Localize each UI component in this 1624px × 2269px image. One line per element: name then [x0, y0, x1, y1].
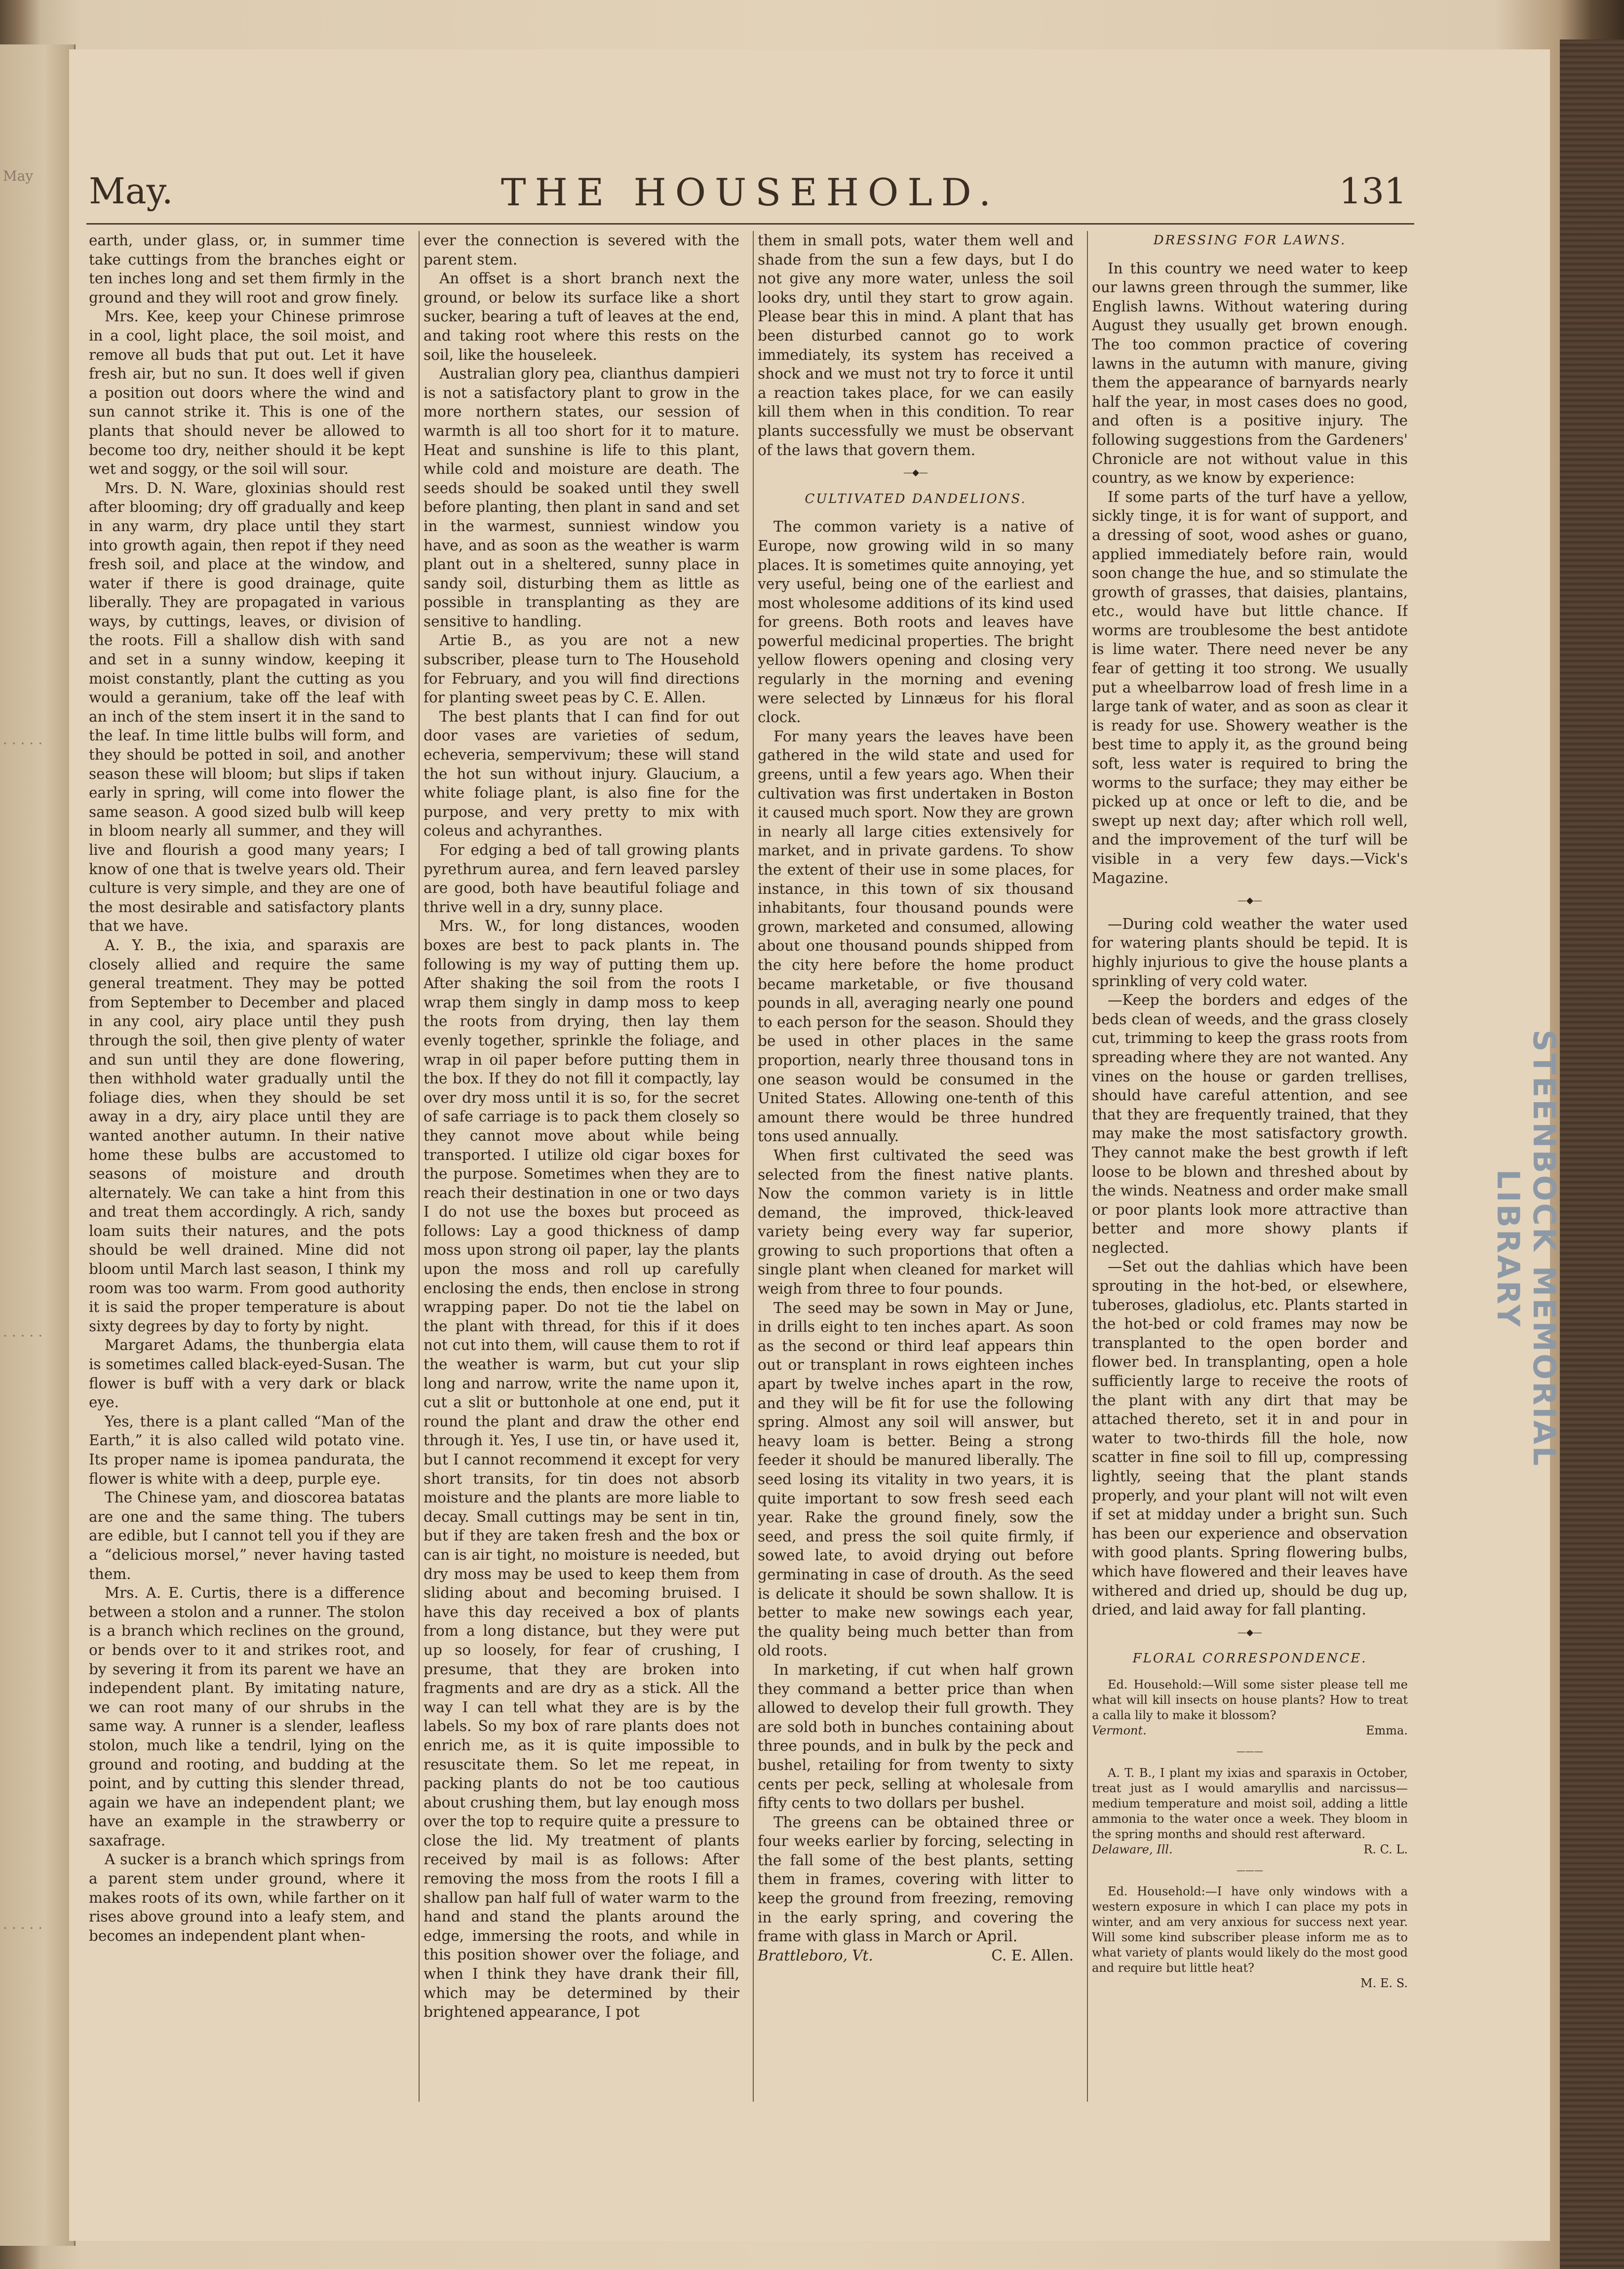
paragraph: Artie B., as you are not a new subscriber, please turn to The Household for February, and you will find directions for planting sweet peas by C. E. Allen. — [424, 632, 739, 706]
header-page-number: 131 — [1339, 170, 1407, 212]
section-ornament: —◆— — [1237, 895, 1262, 906]
paragraph: When first cultivated the seed was selected from the finest native plants. Now the common variety is in little demand, the improved, thick-leaved variety being every way far superior, growing to such proportions that often a single plant when cleaned for market will weigh from three to four pounds. — [758, 1147, 1074, 1298]
paragraph: ever the connection is severed with the parent stem. — [424, 232, 739, 268]
section-title-floral: FLORAL CORRESPONDENCE. — [1132, 1651, 1367, 1666]
letter-place: Delaware, Ill. — [1092, 1842, 1173, 1856]
paragraph: A. Y. B., the ixia, and sparaxis are closely allied and require the same general treatment. They may be potted from September to December and placed in any cool, airy place until they push through the soil, then give plenty of water and sun until they are done flowering, then withhold water gradually until the foliage dies, when they should be set away in a dry, airy place until they are wanted another autumn. In their native home these bulbs are accustomed to seasons of moisture and drouth alternately. We can take a hint from this and treat them accordingly. A rich, sandy loam suits their natures, and the pots should be well drained. Mine did not bloom until March last season, I think my room was too warm. From good authority it is said the proper temperature is about sixty degrees by day to forty by night. — [89, 936, 405, 1335]
running-header — [84, 170, 1417, 230]
header-rule — [86, 223, 1414, 225]
section-title-dandelions: CULTIVATED DANDELIONS. — [805, 491, 1027, 506]
paragraph: If some parts of the turf have a yellow, sickly tinge, it is for want of support, and a dressing of soot, wood ashes or guano, applied immediately before rain, would soon change the hue, and so stimulate the growth of grasses, that daisies, plantains, etc., would have but little chance. If worms are troublesome the best antidote is lime water. There need never be any fear of getting it too strong. We usually put a wheelbarrow load of fresh lime in a large tank of water, and as soon as clear it is ready for use. Showery weather is the best time to apply it, as the ground being soft, less water is required to bring the worms to the surface; they may either be picked up at once or left to die, and be swept up next day; after which roll well, and the improvement of the turf will be visible in a very few days.—Vick's Magazine. — [1092, 488, 1408, 886]
letter-signature — [1092, 1723, 1408, 1738]
column-divider — [419, 231, 420, 2102]
letter-rule: ——— — [1237, 1746, 1263, 1757]
paragraph: Yes, there is a plant called “Man of the Earth,” it is also called wild potato vine. Its proper name is ipomea pandurata, the flower is white with a deep, purple eye. — [89, 1413, 405, 1487]
paragraph: The best plants that I can find for out door vases are varieties of sedum, echeveria, sempervivum; these will stand the hot sun without injury. Glaucium, a white foliage plant, is also fine for the purpose, and very pretty to mix with coleus and achyranthes. — [424, 708, 739, 840]
paragraph: Mrs. Kee, keep your Chinese primrose in a cool, light place, the soil moist, and remove all buds that put out. Let it have fresh air, but no sun. It does well if given a position out doors where the wind and sun cannot strike it. This is one of the plants that should never be allowed to become too dry, neither should it be kept wet and soggy, or the soil will sour. — [89, 308, 405, 478]
section-ornament: —◆— — [1237, 1627, 1262, 1638]
article-author: C. E. Allen. — [991, 1947, 1074, 1964]
article-signature — [758, 1946, 1074, 1965]
book-spine — [1560, 39, 1624, 2269]
paragraph: The Chinese yam, and dioscorea batatas are one and the same thing. The tubers are edible, but I cannot tell you if they are a “delicious morsel,” never having tasted them. — [89, 1489, 405, 1582]
column-1 — [89, 231, 405, 2102]
header-title: THE HOUSEHOLD. — [501, 170, 1000, 214]
spine-library-label: STEENBOCK MEMORIAL LIBRARY — [1490, 1030, 1562, 1468]
column-3 — [758, 231, 1074, 2102]
column-divider — [753, 231, 754, 2102]
letter-signer: R. C. L. — [1363, 1842, 1408, 1856]
paragraph: For many years the leaves have been gathered in the wild state and used for greens, until a few years ago. When their cultivation was first undertaken in Boston it caused much sport. Now they are grown in nearly all large cities extensively for market, and in private gardens. To show the extent of their use in some places, for instance, in this town of six thousand inhabitants, four thousand pounds were grown, marketed and consumed, allowing about one thousand pounds shipped from the city here before the home product became marketable, or five thousand pounds in all, averaging nearly one pound to each person for the season. Should they be used in other places in the same proportion, nearly three thousand tons in one season would be consumed in the United States. Allowing one-tenth of this amount there would be three hundred tons used annually. — [758, 728, 1074, 1145]
paragraph: Mrs. D. N. Ware, gloxinias should rest after blooming; dry off gradually and keep in any warm, dry place until they start into growth again, then repot if they need fresh soil, and place at the window, and water if there is good drainage, quite liberally. They are propagated in various ways, by cuttings, leaves, or division of the roots. Fill a shallow dish with sand and set in a sunny window, keeping it moist constantly, plant the cutting as you would a geranium, take off the leaf with an inch of the stem insert it in the sand to the leaf. In time little bulbs will form, and they should be potted in soil, and another season these will bloom; but slips if taken early in spring, will come into flower the same season. A good sized bulb will keep in bloom nearly all summer, and they will live and flourish a good many years; I know of one that is twelve years old. Their culture is very simple, and they are one of the most desirable and satisfactory plants that we have. — [89, 479, 405, 935]
paragraph: Mrs. A. E. Curtis, there is a difference between a stolon and a runner. The stolon is a branch which reclines on the ground, or bends over to it and strikes root, and by severing it from its parent we have an independent plant. By imitating nature, we can root many of our shrubs in the same way. A runner is a slender, leafless stolon, much like a tendril, lying on the ground and rooting, and budding at the point, and by cutting this slender thread, again we have an independent plant; we have an example in the strawberry or saxafrage. — [89, 1584, 405, 1849]
previous-page-edge: May · · · · · · · · · · · · · · · — [0, 44, 76, 2246]
paragraph: A sucker is a branch which springs from a parent stem under ground, where it makes roots of its own, while farther on it rises above ground into a leafy stem, and becomes an independent plant when- — [89, 1851, 405, 1944]
paragraph: Margaret Adams, the thunbergia elata is sometimes called black-eyed-Susan. The flower is buff with a very dark or black eye. — [89, 1337, 405, 1411]
section-title-lawns: DRESSING FOR LAWNS. — [1153, 233, 1347, 248]
letter-place: Vermont. — [1092, 1723, 1147, 1737]
letter-text: Ed. Household:—I have only windows with a western exposure in which I can place my pots in winter, and am very anxious for success next year. Will some kind subscriber please inform me as to what variety of plants would likely do the most good and require but little heat? — [1092, 1884, 1408, 1975]
letter-rule: ——— — [1237, 1865, 1263, 1876]
letter-signer: M. E. S. — [1360, 1976, 1408, 1991]
paragraph: In this country we need water to keep our lawns green through the summer, like English lawns. Without watering during August they usually get brown enough. The too common practice of covering lawns in the autumn with manure, giving them the appearance of barnyards nearly half the year, in most cases does no good, and often is a positive injury. The following suggestions from the Gardeners' Chronicle are not without value in this country, as we know by experience: — [1092, 260, 1408, 487]
paragraph: The seed may be sown in May or June, in drills eight to ten inches apart. As soon as the second or third leaf appears thin out or transplant in rows eighteen inches apart by twelve inches apart in the row, and they will be fit for use the following spring. Almost any soil will answer, but heavy loam is better. Being a strong feeder it should be manured liberally. The seed losing its vitality in two years, it is quite important to sow fresh seed each year. Rake the ground finely, sow the seed, and press the soil quite firmly, if sowed late, to avoid drying out before germinating in case of drouth. As the seed is delicate it should be sown shallow. It is better to make new sowings each year, the quality being much better than from old roots. — [758, 1299, 1074, 1659]
letter-text: A. T. B., I plant my ixias and sparaxis in October, treat just as I would amaryllis and narcissus—medium temperature and moist soil, adding a little ammonia to the water once a week. They bloom in the spring months and should rest afterward. — [1092, 1766, 1408, 1841]
letter-signature — [1092, 1842, 1408, 1857]
paragraph: In marketing, if cut when half grown they command a better price than when allowed to develop their full growth. They are sold both in bunches containing about three pounds, and in bulk by the peck and bushel, retailing for from twenty to sixty cents per peck, selling at wholesale from fifty cents to two dollars per bushel. — [758, 1661, 1074, 1812]
paragraph: Australian glory pea, clianthus dampieri is not a satisfactory plant to grow in the more northern states, our session of warmth is all too short for it to mature. Heat and sunshine is life to this plant, while cold and moisture are death. The seeds should be soaked until they swell before planting, then plant in sand and set in the warmest, sunniest window you have, and as soon as the weather is warm plant out in a sheltered, sunny place in sandy soil, disturbing them as little as possible in transplanting as they are sensitive to handling. — [424, 365, 739, 630]
paragraph: An offset is a short branch next the ground, or below its surface like a short sucker, bearing a tuft of leaves at the end, and taking root where this rests on the soil, like the houseleek. — [424, 270, 739, 363]
note-paragraph: —During cold weather the water used for watering plants should be tepid. It is highly injurious to give the house plants a sprinkling of very cold water. — [1092, 915, 1408, 990]
note-paragraph: —Set out the dahlias which have been sprouting in the hot-bed, or elsewhere, tuberoses, gladiolus, etc. Plants started in the hot-bed or cold frames may now be transplanted to the open border and flower bed. In transplanting, open a hole sufficiently large to receive the roots of the plant with any dirt that may be attached thereto, set it in and pour in water to two-thirds fill the hole, now scatter in fine soil to fill up, compressing lightly, seeing that the plant stands properly, and your plant will not wilt even if set at midday under a bright sun. Such has been our experience and observation with good plants. Spring flowering bulbs, which have flowered and their leaves have withered and dried up, should be dug up, dried, and laid away for fall planting. — [1092, 1258, 1408, 1618]
letter-signer: Emma. — [1366, 1723, 1408, 1737]
paragraph: earth, under glass, or, in summer time take cuttings from the branches eight or ten inches long and set them firmly in the ground and they will root and grow finely. — [89, 232, 405, 306]
paragraph: Mrs. W., for long distances, wooden boxes are best to pack plants in. The following is my way of putting them up. After shaking the soil from the roots I wrap them singly in damp moss to keep the roots from drying, then lay them evenly together, sprinkle the foliage, and wrap in oil paper before putting them in the box. If they do not fill it compactly, lay over dry moss until it is so, for the secret of safe carriage is to pack them closely so they cannot move about while being transported. I utilize old cigar boxes for the purpose. Sometimes when they are to reach their destination in one or two days I do not use the boxes but proceed as follows: Lay a good thickness of damp moss upon strong oil paper, lay the plants upon the moss and roll up carefully enclosing the ends, then enclose in strong wrapping paper. Do not tie the label on the plant with thread, for this if it does not cut into them, will cause them to rot if the weather is warm, but cut your slip long and narrow, write the name upon it, cut a slit or buttonhole at one end, put it round the plant and draw the other end through it. Yes, I use tin, or have used it, but I cannot recommend it except for very short transits, for tin does not absorb moisture and the plants are more liable to decay. Small cuttings may be sent in tin, but if they are taken fresh and the box or can is air tight, no moisture is needed, but dry moss may be used to keep them from sliding about and becoming bruised. I have this day received a box of plants from a long distance, but they were put up so loosely, for fear of crushing, I presume, that they are broken into fragments and are dry as a stick. All the way I can tell what they are is by the labels. So my box of rare plants does not enrich me, as it is quite impossible to resuscitate them. So let me repeat, in packing plants do not be too cautious about crushing them, but lay enough moss over the top to require quite a pressure to close the lid. My treatment of plants received by mail is as follows: After removing the moss from the roots I fill a shallow pan half full of water warm to the hand and stand the plants around the edge, immersing the roots, and while in this position shower over the foliage, and when I think they have drank their fill, which may be determined by their brightened appearance, I pot — [424, 918, 739, 2021]
paragraph: The common variety is a native of Europe, now growing wild in so many places. It is sometimes quite annoying, yet very useful, being one of the earliest and most wholesome additions of its kind used for greens. Both roots and leaves have powerful medicinal properties. The bright yellow flowers opening and closing very regularly in the morning and evening were selected by Linnæus for his floral clock. — [758, 518, 1074, 726]
section-ornament: —◆— — [903, 467, 928, 478]
column-2 — [424, 231, 739, 2102]
paragraph: The greens can be obtained three or four weeks earlier by forcing, selecting in the fall some of the best plants, setting them in frames, covering with litter to keep the ground from freezing, removing in the early spring, and covering the frame with glass in March or April. — [758, 1813, 1074, 1945]
article-place: Brattleboro, Vt. — [758, 1947, 873, 1964]
header-month: May. — [89, 170, 173, 212]
paragraph: them in small pots, water them well and shade from the sun a few days, but I do not give any more water, unless the soil looks dry, until they start to grow again. Please bear this in mind. A plant that has been disturbed cannot go to work immediately, its system has received a shock and we must not try to force it until a reaction takes place, for we can easily kill them when in this condition. To rear plants successfully we must be observant of the laws that govern them. — [758, 232, 1074, 459]
paragraph: For edging a bed of tall growing plants pyrethrum aurea, and fern leaved parsley are good, both have beautiful foliage and thrive well in a dry, sunny place. — [424, 842, 739, 916]
column-4 — [1092, 231, 1408, 2102]
column-divider — [1087, 231, 1088, 2102]
letter-text: Ed. Household:—Will some sister please tell me what will kill insects on house plants? How to treat a calla lily to make it blossom? — [1092, 1677, 1408, 1722]
note-paragraph: —Keep the borders and edges of the beds clean of weeds, and the grass closely cut, trimming to keep the grass roots from spreading where they are not wanted. Any vines on the house or garden trellises, should have careful attention, and see that they are frequently trained, that they may make the most satisfactory growth. They cannot make the best growth if left loose to be blown and threshed about by the winds. Neatness and order make small or poor plants look more attractive than better and more showy plants if neglected. — [1092, 992, 1408, 1256]
